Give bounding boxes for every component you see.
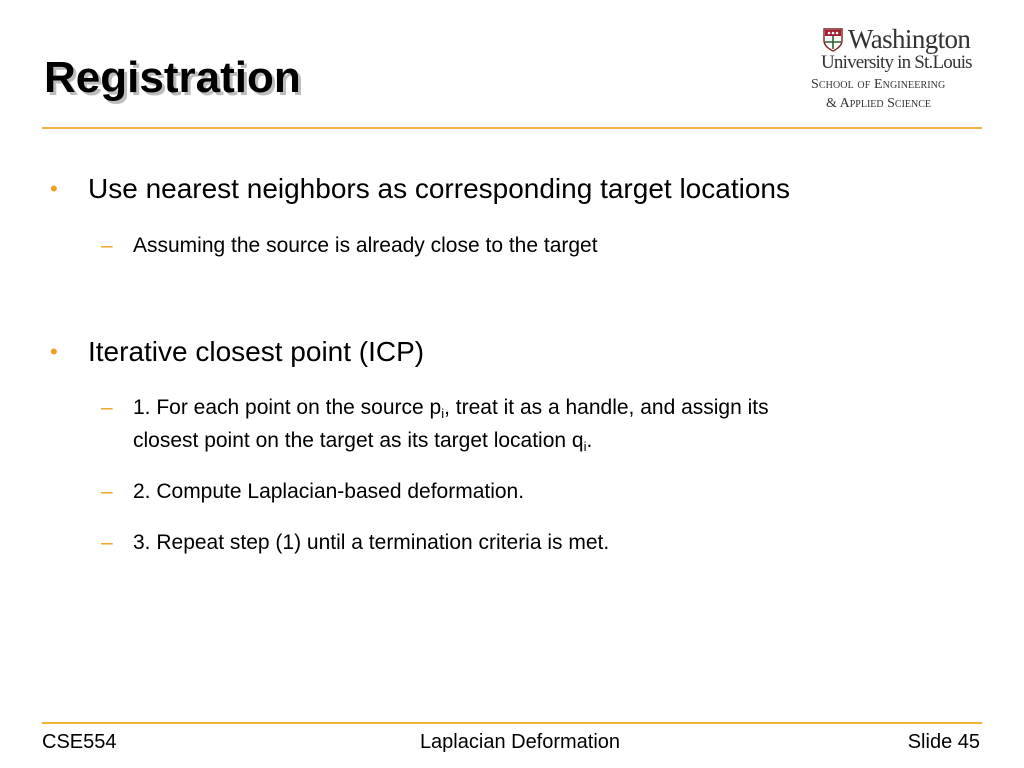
subscript-i: i <box>583 439 587 454</box>
shield-icon <box>823 28 843 52</box>
dash-icon: – <box>101 480 113 503</box>
logo-school: School of Engineering <box>811 77 946 92</box>
bullet-icon: • <box>50 339 58 364</box>
bullet-1-text: Use nearest neighbors as corresponding target locations <box>88 173 790 204</box>
dash-icon: – <box>101 531 113 554</box>
title-divider <box>42 127 982 129</box>
logo-university: University in St.Louis <box>821 52 972 73</box>
logo-washington: Washington <box>848 24 971 54</box>
bullet-2-text: Iterative closest point (ICP) <box>88 336 425 367</box>
bullet-2-sub-2-text: 2. Compute Laplacian-based deformation. <box>133 480 525 503</box>
bullet-2-sub-3-text: 3. Repeat step (1) until a termination criteria is met. <box>133 531 610 554</box>
bullet-2-sub-1-line-1 <box>133 391 769 424</box>
sub-1-line-2-part-a: closest point on the target as its target location q <box>133 429 584 452</box>
footer-topic: Laplacian Deformation <box>419 731 621 753</box>
logo-applied-science: & Applied Science <box>826 96 932 111</box>
sub-1-line-2-part-b: . <box>586 429 593 452</box>
footer-course: CSE554 <box>42 731 117 753</box>
subscript-i: i <box>441 406 445 421</box>
footer-divider <box>42 722 982 724</box>
footer-slide-number: Slide 45 <box>907 731 980 753</box>
bullet-2-sub-1-line-2 <box>133 424 592 457</box>
sub-1-line-1-part-a: 1. For each point on the source p <box>133 396 442 419</box>
university-logo <box>810 24 984 120</box>
bullet-1-sub-1-text: Assuming the source is already close to the target <box>133 234 598 257</box>
dash-icon: – <box>101 234 113 257</box>
sub-1-line-1-part-b: , treat it as a handle, and assign its <box>444 396 769 419</box>
slide-title: Registration <box>44 53 301 102</box>
dash-icon: – <box>101 396 113 419</box>
bullet-icon: • <box>50 176 58 201</box>
